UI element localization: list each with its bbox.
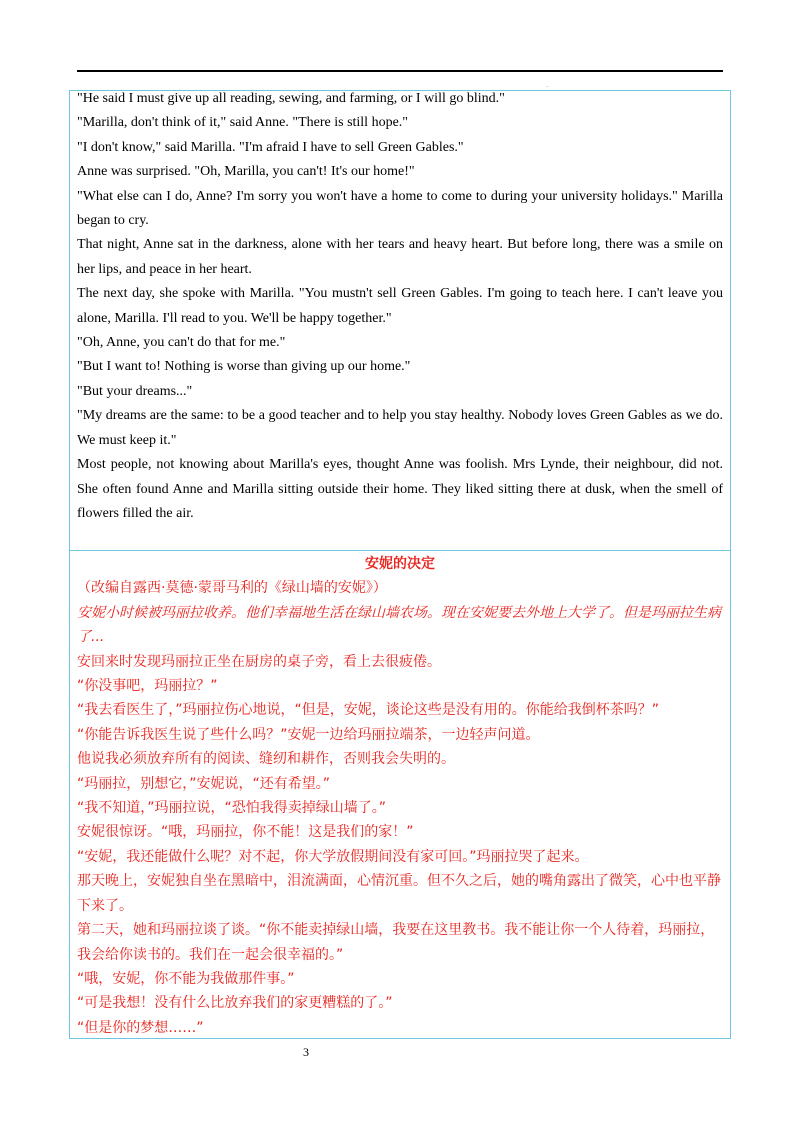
chinese-paragraph: “玛丽拉，别想它，”安妮说，“还有希望。” (77, 775, 331, 792)
translation-source: （改编自露西·莫德·蒙哥马利的《绿山墙的安妮》） (77, 580, 387, 597)
chinese-paragraph: “我不知道，”玛丽拉说，“恐怕我得卖掉绿山墙了。” (77, 800, 387, 817)
english-paragraph: Anne was surprised. "Oh, Marilla, you can't! It's our home!" (77, 164, 415, 180)
chinese-paragraph: 那天晚上，安妮独自坐在黑暗中，泪流满面，心情沉重。但不久之后，她的嘴角露出了微笑，心中也平静下来了。 (77, 873, 721, 914)
english-paragraph: That night, Anne sat in the darkness, alone with her tears and heavy heart. But before long, there was a smile on her lips, and peace in her heart. (77, 237, 723, 277)
chinese-paragraph: “但是你的梦想……” (77, 1019, 204, 1036)
chinese-paragraph: “安妮，我还能做什么呢？对不起，你大学放假期间没有家可回。”玛丽拉哭了起来。 (77, 848, 589, 865)
chinese-paragraph: 安回来时发现玛丽拉正坐在厨房的桌子旁，看上去很疲倦。 (77, 653, 441, 670)
translation-intro: 安妮小时候被玛丽拉收养。他们幸福地生活在绿山墙农场。现在安妮要去外地上大学了。但是玛丽拉生病了... (77, 604, 721, 646)
section-divider (70, 550, 730, 551)
english-paragraph: "Oh, Anne, you can't do that for me." (77, 335, 286, 351)
english-paragraph: "I don't know," said Marilla. "I'm afraid I have to sell Green Gables." (77, 139, 464, 155)
header-mark: . (546, 80, 548, 89)
chinese-paragraph: “你没事吧，玛丽拉？” (77, 678, 218, 695)
chinese-paragraph: 他说我必须放弃所有的阅读、缝纫和耕作，否则我会失明的。 (77, 751, 455, 768)
english-paragraph: "He said I must give up all reading, sewing, and farming, or I will go blind." (77, 91, 505, 106)
english-passage (77, 87, 723, 526)
chinese-paragraph: “我去看医生了，”玛丽拉伤心地说，“但是，安妮，谈论这些是没有用的。你能给我倒杯茶吗？” (77, 702, 660, 719)
english-paragraph: "But your dreams..." (77, 383, 193, 399)
chinese-paragraph: 安妮很惊讶。“哦，玛丽拉，你不能！这是我们的家！” (77, 824, 414, 841)
english-paragraph: "Marilla, don't think of it," said Anne. "There is still hope." (77, 115, 409, 131)
english-paragraph: Most people, not knowing about Marilla's eyes, thought Anne was foolish. Mrs Lynde, their neighbour, did not. She often found Anne and Marilla sitting outside their home. They liked sitting there at dusk, when the smell of flowers filled the air. (77, 457, 723, 521)
english-paragraph: "But I want to! Nothing is worse than giving up our home." (77, 359, 411, 375)
chinese-translation (77, 552, 723, 1040)
english-paragraph: The next day, she spoke with Marilla. "You mustn't sell Green Gables. I'm going to teach here. I can't leave you alone, Marilla. I'll read to you. We'll be happy together." (77, 286, 723, 326)
translation-title: 安妮的决定 (365, 556, 435, 572)
english-paragraph: "What else can I do, Anne? I'm sorry you won't have a home to come to during your university holidays." Marilla began to cry. (77, 188, 723, 229)
page-number: 3 (303, 1045, 309, 1059)
chinese-paragraph: “可是我想！没有什么比放弃我们的家更糟糕的了。” (77, 995, 393, 1012)
chinese-paragraph: “你能告诉我医生说了些什么吗？”安妮一边给玛丽拉端茶，一边轻声问道。 (77, 726, 540, 743)
chinese-paragraph: “哦，安妮，你不能为我做那件事。” (77, 970, 295, 987)
chinese-paragraph: 第二天，她和玛丽拉谈了谈。“你不能卖掉绿山墙，我要在这里教书。我不能让你一个人待着，玛丽拉，我会给你读书的。我们在一起会很幸福的。” (77, 922, 715, 963)
header-rule (77, 70, 723, 72)
english-paragraph: "My dreams are the same: to be a good teacher and to help you stay healthy. Nobody loves Green Gables as we do. We must keep it." (77, 408, 723, 448)
